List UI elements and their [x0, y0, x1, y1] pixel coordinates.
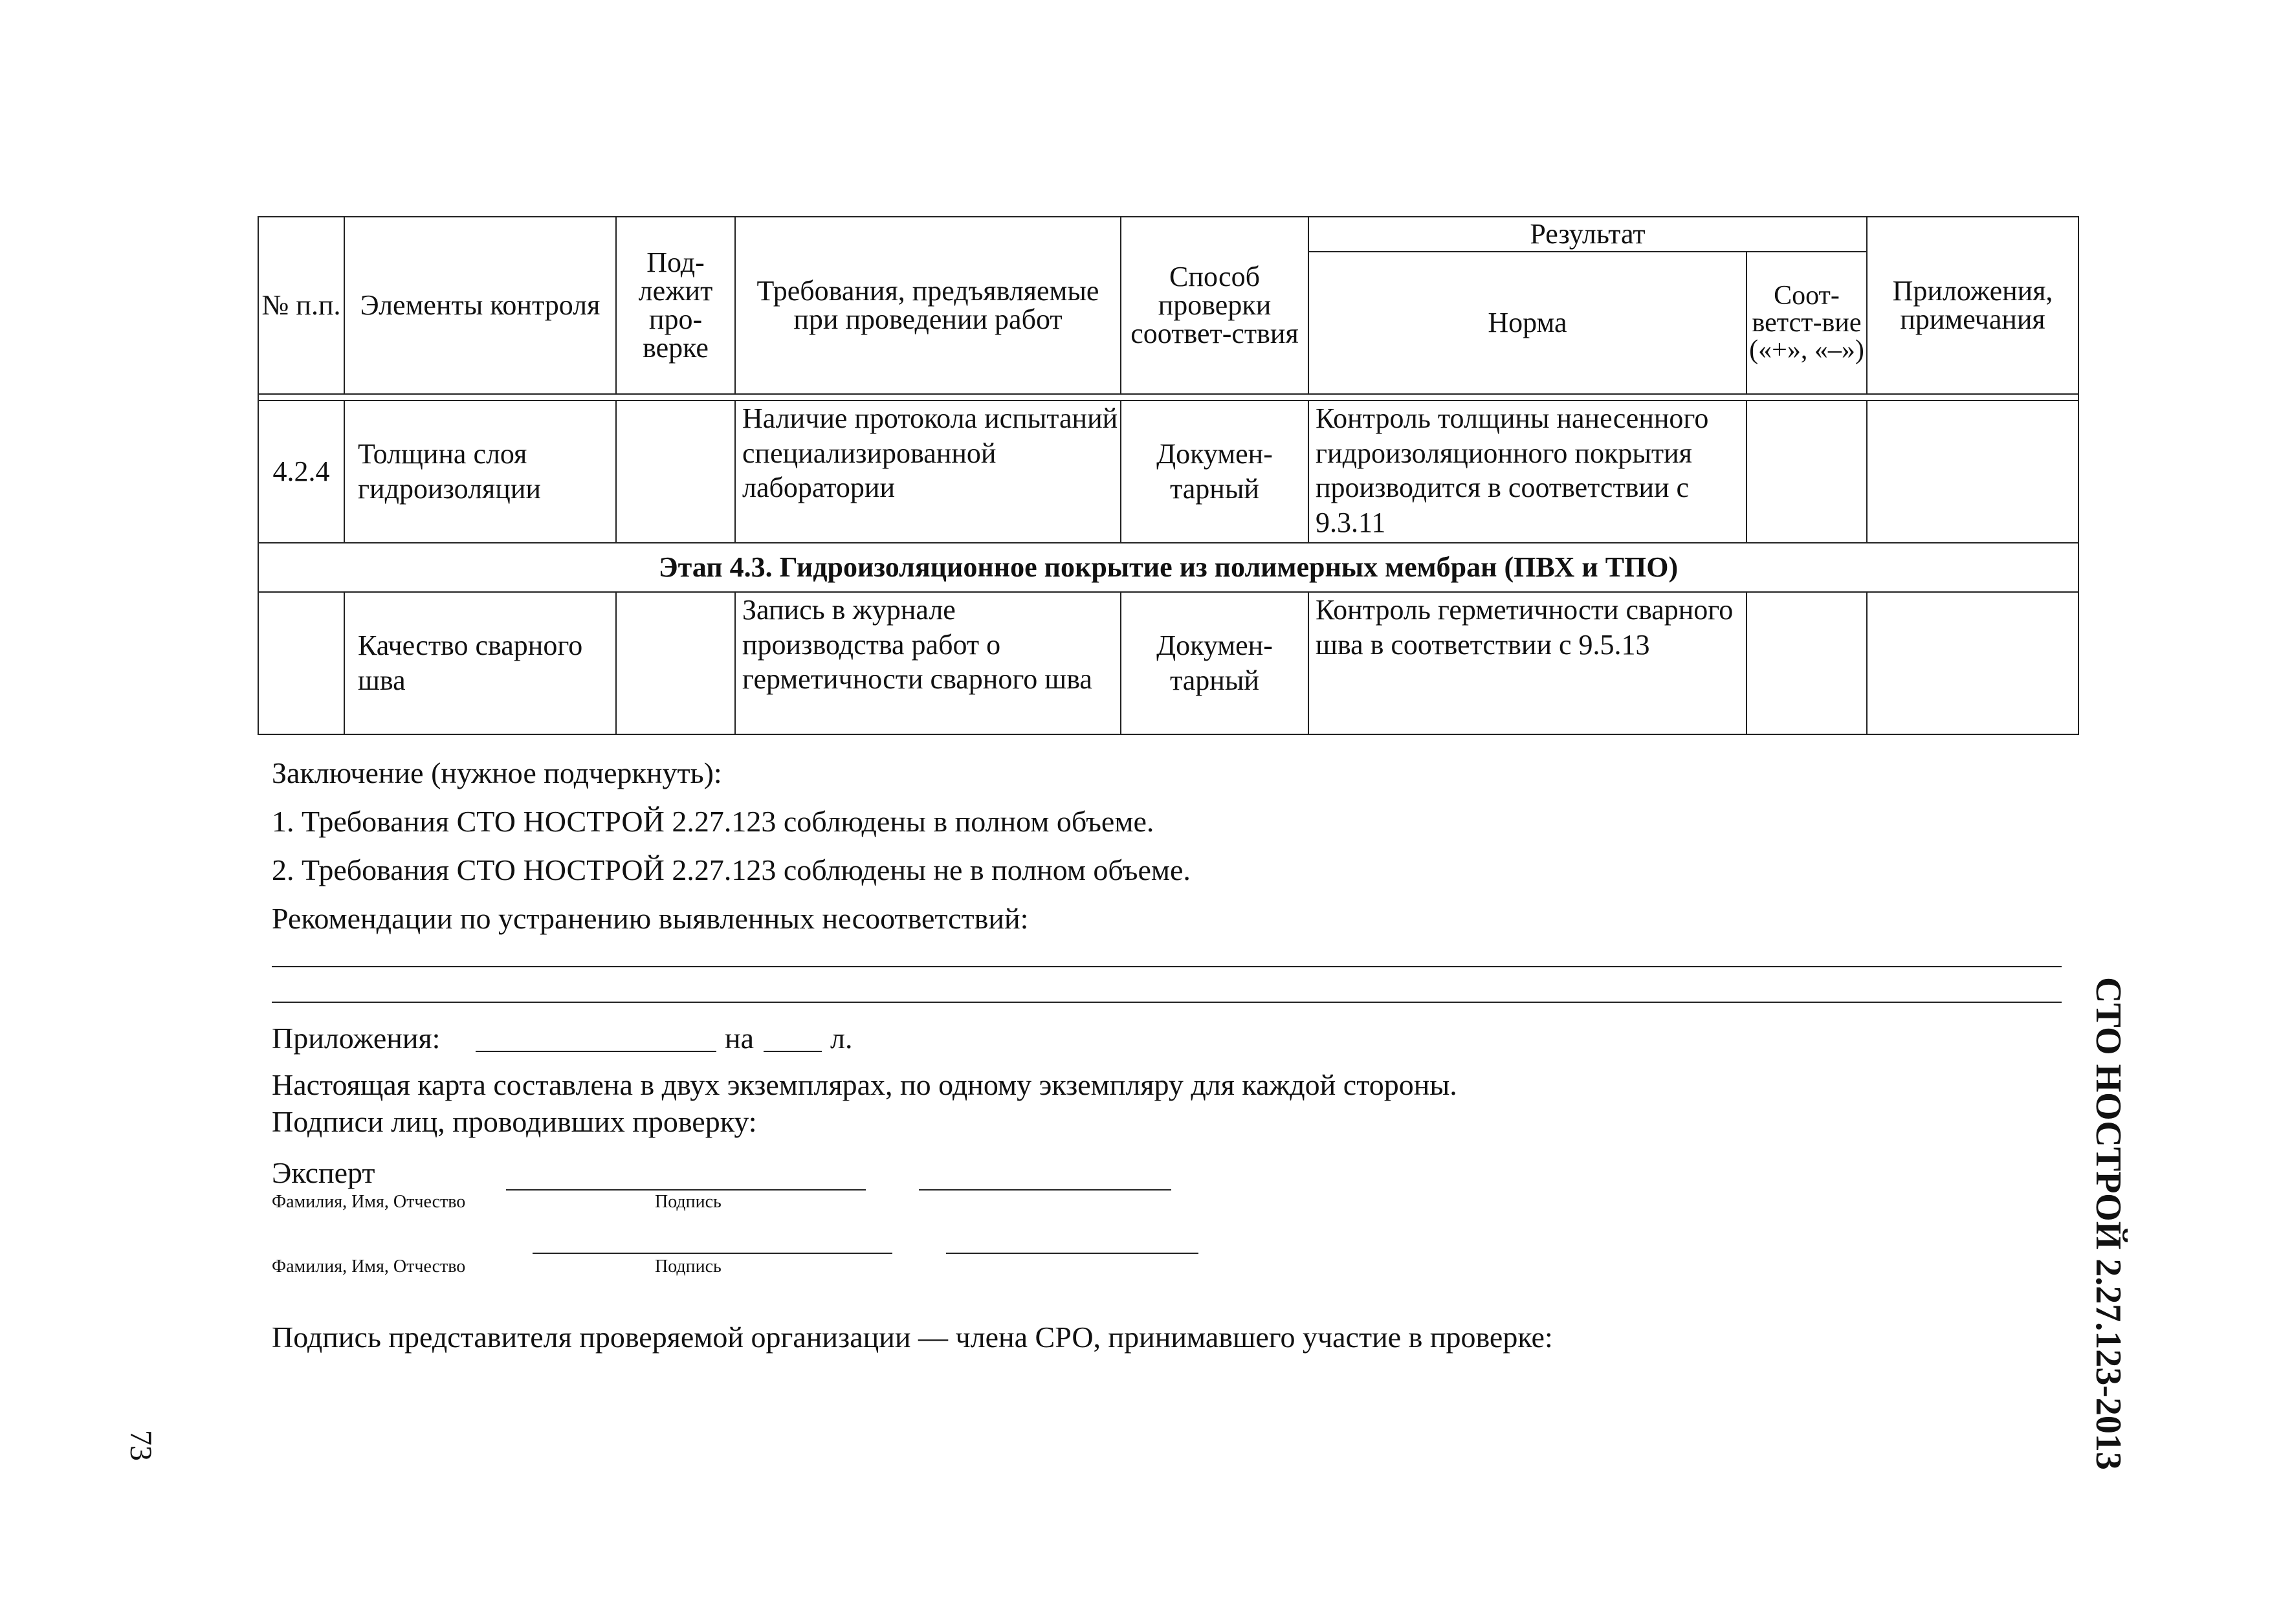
- row-conformity: [1747, 592, 1867, 734]
- row-subject: [616, 592, 735, 734]
- second-signature-field[interactable]: [946, 1253, 1198, 1254]
- header-norm: Норма: [1308, 252, 1747, 394]
- side-document-code: СТО НОСТРОЙ 2.27.123-2013: [2088, 977, 2128, 1470]
- table-row: [258, 401, 2078, 543]
- inspection-table: [258, 216, 2078, 735]
- header-subject: Под-лежит про-верке: [616, 217, 735, 394]
- recommendations-line-1[interactable]: [272, 966, 2062, 967]
- header-result: Результат: [1308, 217, 1867, 252]
- expert-signature-field[interactable]: [919, 1189, 1171, 1191]
- appendices-on: на: [725, 1022, 755, 1055]
- expert-label: Эксперт: [272, 1156, 375, 1189]
- header-num: № п.п.: [258, 217, 344, 394]
- row-conformity: [1747, 401, 1867, 543]
- row-element: Качество сварного шва: [344, 592, 616, 734]
- signatures-label: Подписи лиц, проводивших проверку:: [272, 1105, 757, 1138]
- appendices-field[interactable]: [476, 1051, 716, 1052]
- row-appendix: [1867, 401, 2078, 543]
- appendices-sheets: л.: [830, 1022, 853, 1055]
- signature-caption: Подпись: [655, 1192, 722, 1212]
- copies-note: Настоящая карта составлена в двух экземплярах, по одному экземпляру для каждой стороны.: [272, 1068, 1457, 1101]
- conclusion-item-2: 2. Требования СТО НОСТРОЙ 2.27.123 соблюдены не в полном объеме.: [272, 853, 1191, 886]
- header-appendix: Приложения, примечания: [1867, 217, 2078, 394]
- second-fio-field[interactable]: [533, 1253, 892, 1254]
- row-num: [258, 592, 344, 734]
- appendices-label: Приложения:: [272, 1022, 441, 1055]
- table-row: [258, 592, 2078, 734]
- recommendations-line-2[interactable]: [272, 1002, 2062, 1003]
- row-requirements: Наличие протокола испытаний специализированной лаборатории: [735, 401, 1121, 543]
- header-conformity: Соот-ветст-вие («+», «–»): [1747, 252, 1867, 394]
- row-norm: Контроль герметичности сварного шва в соответствии с 9.5.13: [1308, 592, 1747, 734]
- header-method: Способ проверки соответ-ствия: [1121, 217, 1308, 394]
- page-number: 73: [124, 1430, 158, 1461]
- row-method: Докумен-тарный: [1121, 592, 1308, 734]
- signature-caption: Подпись: [655, 1256, 722, 1277]
- conclusion-item-1: 1. Требования СТО НОСТРОЙ 2.27.123 соблюдены в полном объеме.: [272, 805, 1154, 838]
- sheets-field[interactable]: [764, 1051, 822, 1052]
- row-method: Докумен-тарный: [1121, 401, 1308, 543]
- row-element: Толщина слоя гидроизоляции: [344, 401, 616, 543]
- conclusion-title: Заключение (нужное подчеркнуть):: [272, 756, 722, 789]
- recommendations-label: Рекомендации по устранению выявленных несоответствий:: [272, 902, 1029, 935]
- row-num: 4.2.4: [258, 401, 344, 543]
- expert-fio-field[interactable]: [506, 1189, 866, 1191]
- fio-caption: Фамилия, Имя, Отчество: [272, 1256, 466, 1277]
- stage-heading: Этап 4.3. Гидроизоляционное покрытие из полимерных мембран (ПВХ и ТПО): [258, 543, 2078, 592]
- org-signature-label: Подпись представителя проверяемой организации — члена СРО, принимавшего участие в проверке:: [272, 1321, 1553, 1354]
- header-elements: Элементы контроля: [344, 217, 616, 394]
- fio-caption: Фамилия, Имя, Отчество: [272, 1192, 466, 1212]
- header-separator: [258, 394, 2078, 401]
- row-appendix: [1867, 592, 2078, 734]
- header-requirements: Требования, предъявляемые при проведении работ: [735, 217, 1121, 394]
- row-norm: Контроль толщины нанесенного гидроизоляционного покрытия производится в соответствии с 9.3.11: [1308, 401, 1747, 543]
- row-subject: [616, 401, 735, 543]
- row-requirements: Запись в журнале производства работ о герметичности сварного шва: [735, 592, 1121, 734]
